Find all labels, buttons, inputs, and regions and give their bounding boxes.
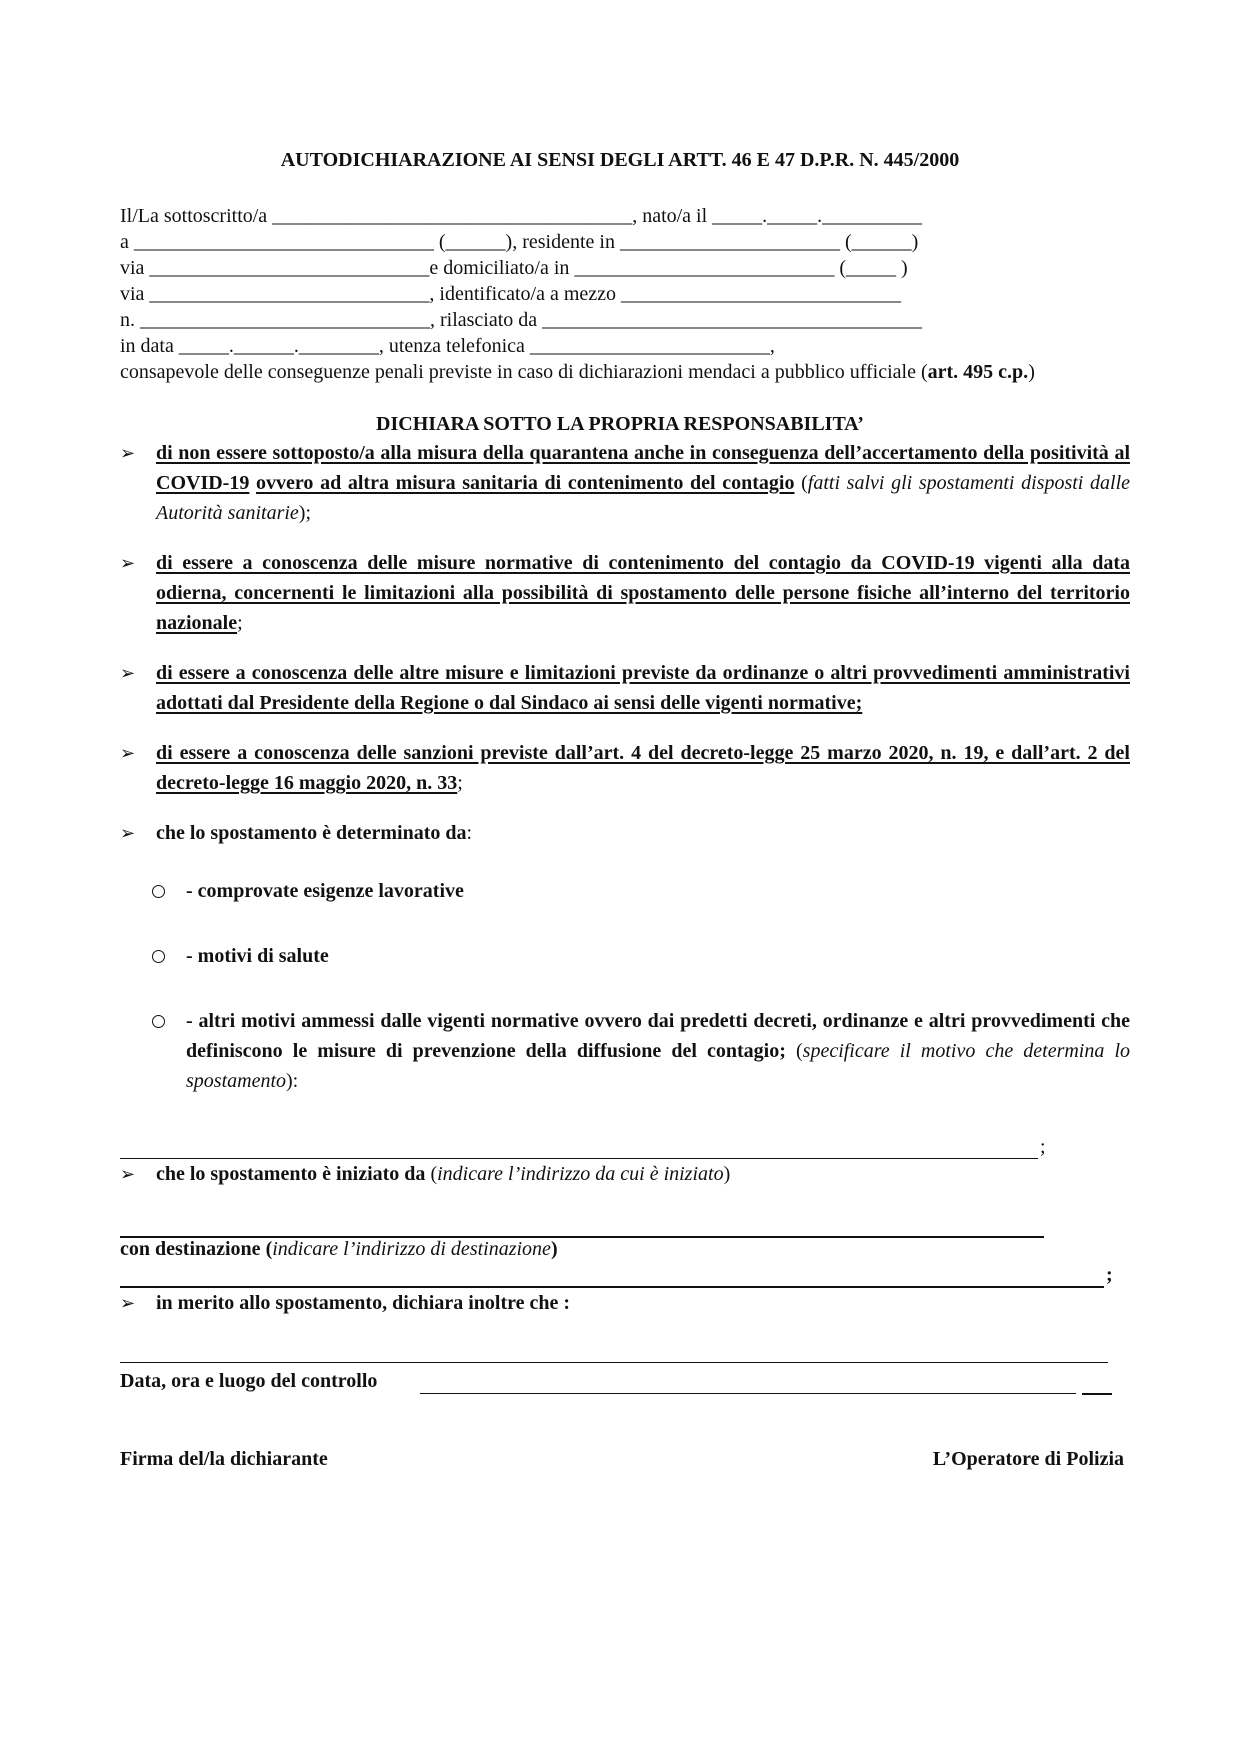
option-other-reasons-open: ( <box>785 1040 803 1062</box>
declaration-origin <box>120 1159 1130 1191</box>
option-work-needs-label: - comprovate esigenze lavorative <box>186 880 464 902</box>
declarant-signature-label: Firma del/la dichiarante <box>120 1448 328 1470</box>
field-line-document-number: n. _____________________________, rilasciato da ______________________________________ <box>120 309 923 331</box>
declaration-additional-text: in merito allo spostamento, dichiara inoltre che : <box>156 1292 571 1314</box>
declaration-origin-close: ) <box>723 1163 731 1185</box>
option-other-reasons-close: ): <box>286 1070 299 1092</box>
awareness-end: ) <box>1028 361 1035 383</box>
destination-line-semicolon: ; <box>1106 1264 1113 1286</box>
declaration-quarantine-close: ); <box>298 502 312 524</box>
reason-line-semicolon: ; <box>1040 1136 1046 1158</box>
field-line-identification: via ____________________________, identificato/a a mezzo ____________________________ <box>120 283 902 305</box>
field-line-domicile: via ____________________________e domiciliato/a in __________________________ (_____ ) <box>120 257 908 279</box>
declaration-sanctions-text: di essere a conoscenza delle sanzioni previste dall’art. 4 del decreto-legge 25 marzo 2020, n. 19, e dall’art. 2 del decreto-legge 16 maggio 2020, n. 33 <box>156 742 1130 794</box>
control-info-line[interactable] <box>420 1393 1076 1394</box>
declaration-origin-text: che lo spostamento è iniziato da <box>156 1163 426 1185</box>
destination-open: ( <box>260 1238 273 1260</box>
destination-close: ) <box>550 1238 558 1260</box>
declaration-other-measures-text: di essere a conoscenza delle altre misure e limitazioni previste da ordinanze o altri provvedimenti amministrativi adottati dal Presidente della Regione o dal Sindaco ai sensi delle vigenti normative; <box>156 662 1130 714</box>
declaration-covid-rules-end: ; <box>237 612 243 634</box>
destination-label-text: con destinazione <box>120 1238 261 1260</box>
declares-heading: DICHIARA SOTTO LA PROPRIA RESPONSABILITA’ <box>376 413 864 435</box>
field-line-residence: a ______________________________ (______), residente in ______________________ (______) <box>120 231 919 253</box>
awareness-reference: art. 495 c.p. <box>927 361 1029 383</box>
declaration-quarantine-open: ( <box>794 472 808 494</box>
arrow-bullet-icon: ➢ <box>120 823 136 843</box>
declaration-quarantine <box>120 438 1130 533</box>
control-label: Data, ora e luogo del controllo <box>120 1370 378 1392</box>
declaration-origin-open: ( <box>425 1163 438 1185</box>
declaration-quarantine-note: fatti salvi gli spostamenti disposti dalle Autorità sanitarie <box>156 472 1131 524</box>
radio-circle-icon[interactable] <box>152 950 165 963</box>
destination-note: indicare l’indirizzo di destinazione <box>272 1238 551 1260</box>
arrow-bullet-icon: ➢ <box>120 743 136 763</box>
option-other-reasons[interactable] <box>152 1006 1130 1101</box>
option-other-reasons-label: - altri motivi ammessi dalle vigenti normative ovvero dai predetti decreti, ordinanze e altri provvedimenti che definiscono le misure di prevenzione della diffusione del contagio; <box>186 1010 1130 1062</box>
declaration-sanctions-end: ; <box>457 772 463 794</box>
declaration-quarantine-text-2: ovvero ad altra misura sanitaria di contenimento del contagio <box>256 472 795 494</box>
declaration-reason-text: che lo spostamento è determinato da <box>156 822 467 844</box>
awareness-paragraph <box>120 359 1130 385</box>
option-other-reasons-note: specificare il motivo che determina lo spostamento <box>186 1040 1130 1092</box>
additional-statement-line[interactable] <box>120 1362 1108 1363</box>
declaration-covid-rules <box>120 548 1130 643</box>
arrow-bullet-icon: ➢ <box>120 553 136 573</box>
option-health-reasons[interactable] <box>152 941 1130 973</box>
arrow-bullet-icon: ➢ <box>120 443 136 463</box>
awareness-text: consapevole delle conseguenze penali previste in caso di dichiarazioni mendaci a pubblico ufficiale ( <box>120 361 928 383</box>
declaration-reason <box>120 818 1130 850</box>
declaration-origin-note: indicare l’indirizzo da cui è iniziato <box>437 1163 724 1185</box>
arrow-bullet-icon: ➢ <box>120 1164 136 1184</box>
declaration-quarantine-text: di non essere sottoposto/a alla misura della quarantena anche in conseguenza dell’accertamento della positività al COVID-19 <box>156 442 1130 494</box>
declaration-additional <box>120 1288 1130 1320</box>
arrow-bullet-icon: ➢ <box>120 663 136 683</box>
control-info-line-end <box>1082 1393 1112 1395</box>
declaration-reason-end: : <box>466 822 473 844</box>
arrow-bullet-icon: ➢ <box>120 1293 136 1313</box>
declaration-sanctions <box>120 738 1130 803</box>
field-line-phone: in data _____.______.________, utenza telefonica ________________________, <box>120 335 775 357</box>
destination-label <box>120 1238 558 1261</box>
declaration-covid-rules-text: di essere a conoscenza delle misure normative di contenimento del contagio da COVID-19 vigenti alla data odierna, concernenti le limitazioni alla possibilità di spostamento delle persone fisiche all’interno del territorio nazionale <box>156 552 1130 634</box>
document-title: AUTODICHIARAZIONE AI SENSI DEGLI ARTT. 46 E 47 D.P.R. N. 445/2000 <box>280 149 960 171</box>
radio-circle-icon[interactable] <box>152 1015 165 1028</box>
option-health-reasons-label: - motivi di salute <box>186 945 329 967</box>
police-officer-signature-label: L’Operatore di Polizia <box>932 1448 1124 1470</box>
radio-circle-icon[interactable] <box>152 885 165 898</box>
declaration-other-measures <box>120 658 1130 723</box>
field-line-name: Il/La sottoscritto/a ____________________________________, nato/a il _____._____.__________ <box>120 205 923 227</box>
option-work-needs[interactable] <box>152 876 1130 908</box>
